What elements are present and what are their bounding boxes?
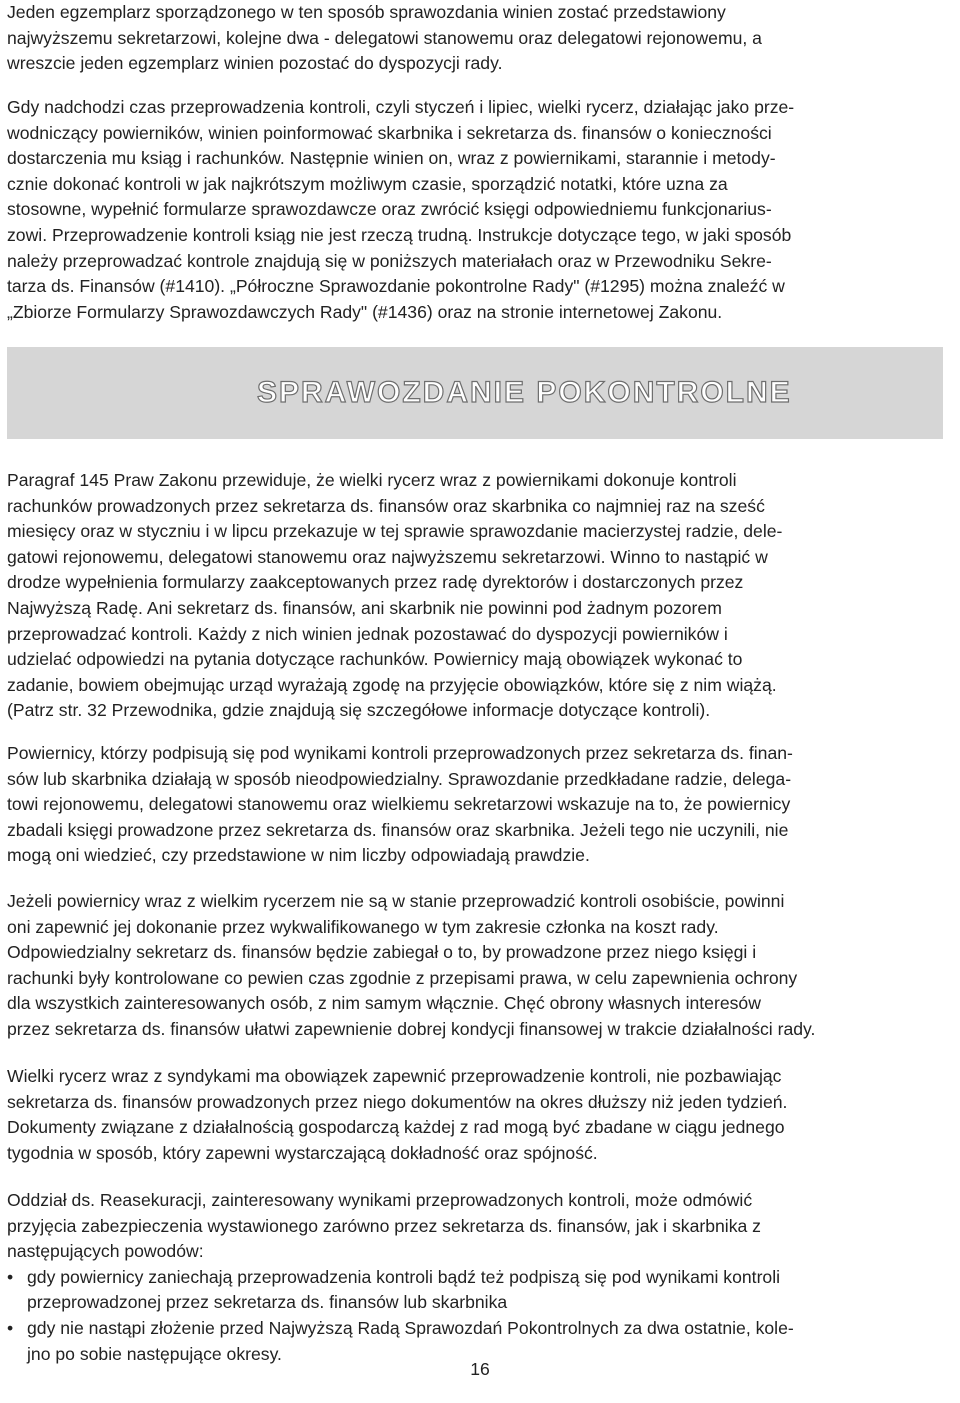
text-line: następujących powodów: [7, 1241, 204, 1262]
text-line: udzielać odpowiedzi na pytania dotyczące rachunków. Powiernicy mają obowiązek wykonać to [7, 649, 743, 670]
text-line: rachunków prowadzonych przez sekretarza ds. finansów oraz skarbnika co najmniej raz na sześć [7, 495, 765, 516]
section-banner [7, 347, 943, 439]
text-line: jno po sobie następujące okresy. [27, 1343, 282, 1364]
reinsurance-paragraph [7, 1188, 957, 1367]
text-line: Jeden egzemplarz sporządzonego w ten sposób sprawozdania winien zostać przedstawiony [7, 2, 726, 22]
text-line: przeprowadzać kontroli. Każdy z nich winien jednak pozostawać do dyspozycji powierników i [7, 623, 728, 644]
text-line: sekretarza ds. finansów prowadzonych przez niego dokumentów na okres dłuższy niż jeden tydzień. [7, 1091, 788, 1112]
text-line: (Patrz str. 32 Przewodnika, gdzie znajdują się szczegółowe informacje dotyczące kontroli). [7, 700, 711, 721]
bullet-icon: • [7, 1266, 14, 1287]
text-line: dostarczenia mu ksiąg i rachunków. Następnie winien on, wraz z powiernikami, starannie i metody- [7, 148, 776, 169]
text-line: zowi. Przeprowadzenie kontroli ksiąg nie jest rzeczą trudną. Instrukcje dotyczące tego, w jaki sposób [7, 224, 792, 245]
control-timing-paragraph [7, 95, 957, 325]
text-line: przyjęcia zabezpieczenia wystawionego zarówno przez sekretarza ds. finansów, jak i skarbnika z [7, 1215, 761, 1236]
text-line: Paragraf 145 Praw Zakonu przewiduje, że wielki rycerz wraz z powiernikami dokonuje kontroli [7, 470, 737, 490]
paragraph-145 [7, 468, 957, 724]
text-line: należy przeprowadzać kontrole znajdują się w poniższych materiałach oraz w Przewodniku Sekre- [7, 250, 772, 271]
text-line: najwyższemu sekretarzowi, kolejne dwa - delegatowi stanowemu oraz delegatowi rejonowemu, a [7, 27, 762, 48]
text-line: Wielki rycerz wraz z syndykami ma obowiązek zapewnić przeprowadzenie kontroli, nie pozbawiając [7, 1066, 782, 1086]
text-line: Powiernicy, którzy podpisują się pod wynikami kontroli przeprowadzonych przez sekretarza ds. finan- [7, 743, 793, 763]
text-line: Jeżeli powiernicy wraz z wielkim rycerzem nie są w stanie przeprowadzić kontroli osobiście, powinni [7, 891, 785, 911]
text-line: tarza ds. Finansów (#1410). „Półroczne Sprawozdanie pokontrolne Rady" (#1295) można znaleźć w [7, 276, 785, 297]
unable-to-audit-paragraph [7, 889, 957, 1043]
text-line: zbadali księgi prowadzone przez sekretarza ds. finansów oraz skarbnika. Jeżeli tego nie uczynili, nie [7, 819, 789, 840]
intro-paragraph [7, 0, 957, 77]
trustees-paragraph [7, 741, 957, 869]
list-item [7, 1265, 957, 1316]
text-line: rachunki były kontrolowane co pewien czas zgodnie z przepisami prawa, w celu zapewnienia ochrony [7, 967, 798, 988]
text-line: wreszcie jeden egzemplarz winien pozostać do dyspozycji rady. [7, 53, 503, 74]
text-line: sów lub skarbnika działają w sposób nieodpowiedzialny. Sprawozdanie przedkładane radzie, delega- [7, 768, 792, 789]
text-line: Najwyższą Radę. Ani sekretarz ds. finansów, ani skarbnik nie powinni pod żadnym pozorem [7, 597, 722, 618]
text-line: drodze wypełnienia formularzy zaakceptowanych przez radę dyrektorów i dostarczonych przez [7, 572, 744, 593]
text-line: gdy powiernicy zaniechają przeprowadzenia kontroli bądź też podpiszą się pod wynikami kontroli [27, 1266, 781, 1287]
text-line: gatowi rejonowemu, delegatowi stanowemu oraz najwyższemu sekretarzowi. Winno to nastąpić w [7, 546, 768, 567]
text-line: gdy nie nastąpi złożenie przed Najwyższą Radą Sprawozdań Pokontrolnych za dwa ostatnie, kole- [27, 1317, 794, 1338]
text-line: oni zapewnić jej dokonanie przez wykwalifikowanego w tym zakresie członka na koszt rady. [7, 916, 719, 937]
text-line: Dokumenty związane z działalnością gospodarczą każdej z rad mogą być zbadane w ciągu jednego [7, 1117, 785, 1138]
text-line: tygodnia w sposób, który zapewni wystarczającą dokładność oraz spójność. [7, 1142, 598, 1163]
text-line: przeprowadzonej przez sekretarza ds. finansów lub skarbnika [27, 1292, 508, 1313]
text-line: mogą oni wiedzieć, czy przedstawione w nim liczby odpowiadają prawdzie. [7, 845, 590, 866]
bullet-icon: • [7, 1317, 14, 1338]
text-line: Odpowiedzialny sekretarz ds. finansów będzie zabiegał o to, by prowadzone przez niego księgi i [7, 942, 757, 963]
text-line: dla wszystkich zainteresowanych osób, z nim samym włącznie. Chęć obrony własnych interesów [7, 993, 761, 1014]
text-line: miesięcy oraz w styczniu i w lipcu przekazuje w tej sprawie sprawozdanie macierzystej radzie, dele- [7, 521, 783, 542]
text-line: przez sekretarza ds. finansów ułatwi zapewnienie dobrej kondycji finansowej w trakcie działalności rady. [7, 1018, 816, 1039]
section-title: SPRAWOZDANIE POKONTROLNE [257, 376, 792, 409]
text-line: Oddział ds. Reasekuracji, zainteresowany wynikami przeprowadzonych kontroli, może odmówić [7, 1190, 753, 1210]
syndics-paragraph [7, 1064, 957, 1166]
text-line: towi rejonowemu, delegatowi stanowemu oraz wielkiemu sekretarzowi wskazuje na to, że powiernicy [7, 794, 791, 815]
text-line: zadanie, bowiem obejmując urząd wyrażają zgodę na przyjęcie obowiązków, które się z nim wiążą. [7, 674, 777, 695]
page-number: 16 [470, 1359, 490, 1379]
text-line: wodniczący powierników, winien poinformować skarbnika i sekretarza ds. finansów o konieczności [7, 122, 772, 143]
text-line: cznie dokonać kontroli w jak najkrótszym możliwym czasie, sporządzić notatki, które uzna za [7, 173, 728, 194]
text-line: stosowne, wypełnić formularze sprawozdawcze oraz zwrócić księgi odpowiedniemu funkcjonarius- [7, 199, 772, 220]
text-line: Gdy nadchodzi czas przeprowadzenia kontroli, czyli styczeń i lipiec, wielki rycerz, działając jako prze- [7, 97, 795, 117]
text-line: „Zbiorze Formularzy Sprawozdawczych Rady" (#1436) oraz na stronie internetowej Zakonu. [7, 301, 723, 322]
